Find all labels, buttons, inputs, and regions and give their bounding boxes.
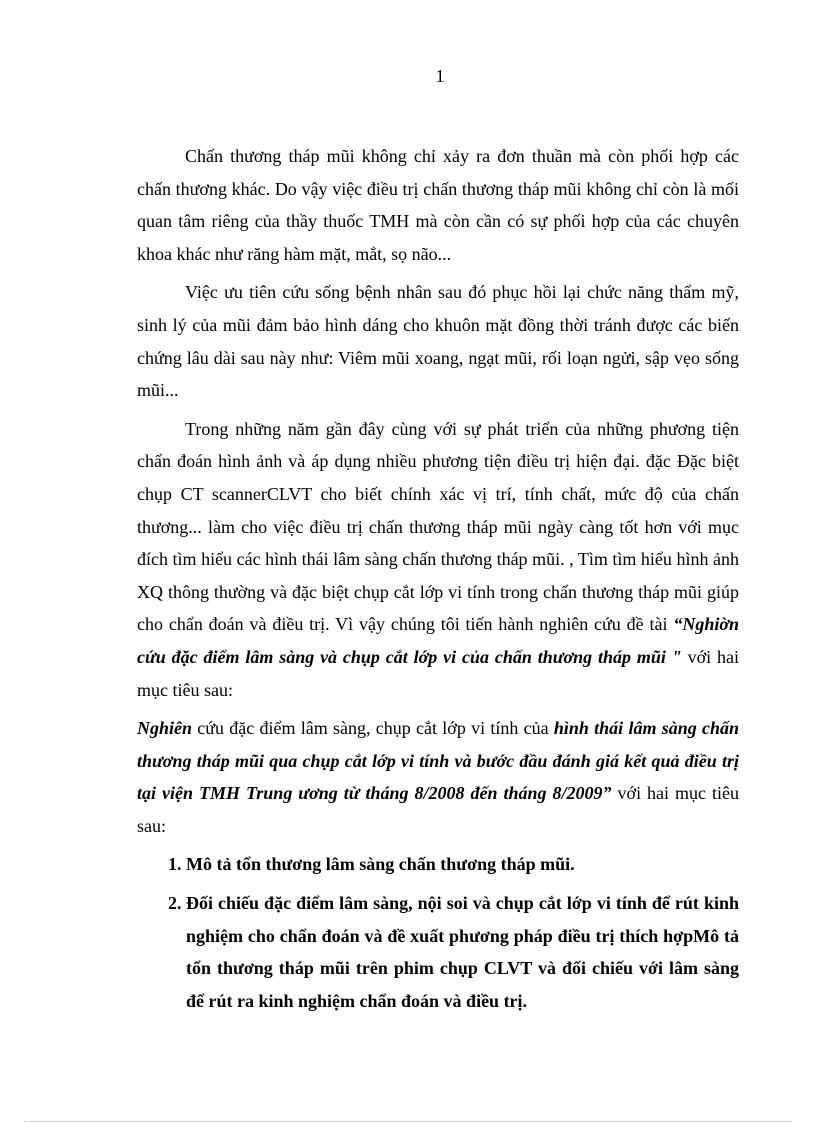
paragraph-study-aim	[137, 712, 739, 842]
document-body	[137, 140, 739, 1023]
page-number: 1	[435, 66, 445, 86]
study-aim-tail: với hai mục tiêu sau:	[137, 783, 740, 836]
study-aim-lead: Nghiên	[137, 718, 193, 739]
study-title: “Nghiờn cứu đặc điểm lâm sàng và chụp cắt lớp vi của chấn thương tháp mũi "	[137, 614, 740, 667]
background-text: Trong những năm gần đây cùng với sự phát triển của những phương tiện chẩn đoán hình ảnh và áp dụng nhiều phương tiện điều trị hiện đại. đặc Đặc biệt chụp CT scannerCLVT cho biết chính xác vị trí, tính chất, mức độ của chấn thương... làm cho việc điều trị chấn thương tháp mũi ngày càng tốt hơn với mục đích tìm hiểu các hình thái lâm sàng chấn thương tháp mũi. , Tìm tìm hiểu hình ảnh XQ thông thường và đặc biệt chụp cắt lớp vi tính trong chấn thương tháp mũi giúp cho chẩn đoán và điều trị. Vì vậy chúng tôi tiến hành nghiên cứu đề tài	[137, 418, 739, 635]
background-tail: với hai mục tiêu sau:	[137, 646, 740, 700]
objective-item: 1. Mô tả tổn thương lâm sàng chấn thương tháp mũi.	[186, 848, 739, 881]
paragraph-background	[137, 413, 739, 706]
page-bottom-divider	[24, 1121, 792, 1122]
paragraph-priority: Việc ưu tiên cứu sống bệnh nhân sau đó phục hồi lại chức năng thẩm mỹ, sinh lý của mũi đảm bảo hình dáng cho khuôn mặt đồng thời tránh được các biến chứng lâu dài sau này như: Viêm mũi xoang, ngạt mũi, rối loạn ngửi, sập vẹo sống mũi...	[137, 282, 739, 401]
objective-item: 2. Đối chiếu đặc điểm lâm sàng, nội soi và chụp cắt lớp vi tính để rút kinh nghiệm cho chẩn đoán và đề xuất phương pháp điều trị thích hợpMô tả tổn thương tháp mũi trên phim chụp CLVT và đối chiếu với lâm sàng để rút ra kinh nghiệm chẩn đoán và điều trị.	[186, 887, 739, 1017]
objectives-list	[137, 848, 739, 1017]
study-aim-emphasis: hình thái lâm sàng chấn thương tháp mũi qua chụp cắt lớp vi tính và bước đầu đánh giá kết quả điều trị tại viện TMH Trung ương từ tháng 8/2008 đến tháng 8/2009”	[137, 718, 740, 804]
study-aim-mid: cứu đặc điểm lâm sàng, chụp cắt lớp vi tính của	[197, 718, 549, 739]
paragraph-intro: Chấn thương tháp mũi không chỉ xảy ra đơn thuần mà còn phối hợp các chấn thương khác. Do vậy việc điều trị chấn thương tháp mũi không chỉ còn là mối quan tâm riêng của thầy thuốc TMH mà còn cần có sự phối hợp của các chuyên khoa khác như răng hàm mặt, mắt, sọ não...	[137, 146, 739, 264]
